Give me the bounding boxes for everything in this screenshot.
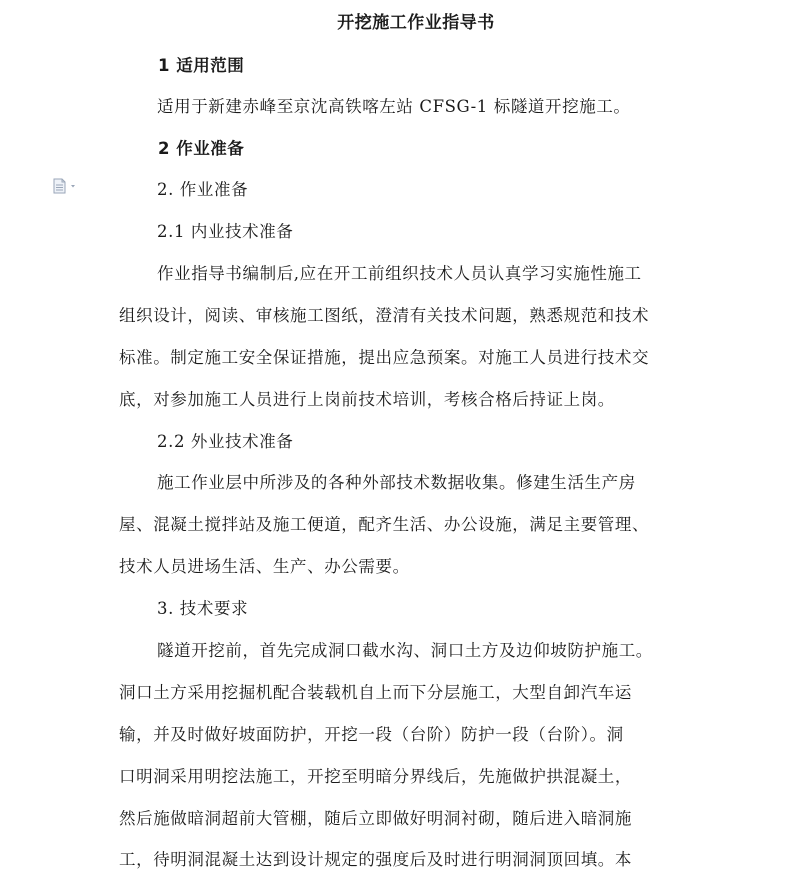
paragraph-line: 工，待明洞混凝土达到设计规定的强度后及时进行明洞洞顶回填。本 [119,850,632,869]
paragraph-line: 输，并及时做好坡面防护，开挖一段（台阶）防护一段（台阶）。洞 [119,725,624,744]
document-menu-icon[interactable] [52,178,80,194]
paragraph-line: 洞口土方采用挖掘机配合装载机自上而下分层施工，大型自卸汽车运 [119,683,632,702]
paragraph-line: 组织设计，阅读、审核施工图纸，澄清有关技术问题，熟悉规范和技术 [119,306,650,325]
item-heading-preparation: 2. 作业准备 [157,180,249,199]
paragraph-line: 施工作业层中所涉及的各种外部技术数据收集。修建生活生产房 [157,473,636,492]
document-title: 开挖施工作业指导书 [337,13,495,33]
paragraph-line: 作业指导书编制后,应在开工前组织技术人员认真学习实施性施工 [157,264,642,283]
section-heading-scope: 1 适用范围 [158,56,245,75]
paragraph-line: 口明洞采用明挖法施工，开挖至明暗分界线后，先施做护拱混凝土， [119,767,632,786]
paragraph-line: 隧道开挖前，首先完成洞口截水沟、洞口土方及边仰坡防护施工。 [157,641,653,660]
scope-paragraph: 适用于新建赤峰至京沈高铁喀左站 CFSG-1 标隧道开挖施工。 [157,97,631,116]
item-heading-technical-req: 3. 技术要求 [157,599,249,618]
paragraph-line: 然后施做暗洞超前大管棚，随后立即做好明洞衬砌，随后进入暗洞施 [119,809,632,828]
section-heading-preparation: 2 作业准备 [158,139,245,158]
paragraph-line: 技术人员进场生活、生产、办公需要。 [119,557,410,576]
item-heading-external-prep: 2.2 外业技术准备 [157,432,294,451]
item-heading-internal-prep: 2.1 内业技术准备 [157,222,294,241]
paragraph-line: 底，对参加施工人员进行上岗前技术培训，考核合格后持证上岗。 [119,390,615,409]
paragraph-line: 屋、混凝土搅拌站及施工便道，配齐生活、办公设施，满足主要管理、 [119,515,650,534]
paragraph-line: 标准。制定施工安全保证措施，提出应急预案。对施工人员进行技术交 [119,348,650,367]
